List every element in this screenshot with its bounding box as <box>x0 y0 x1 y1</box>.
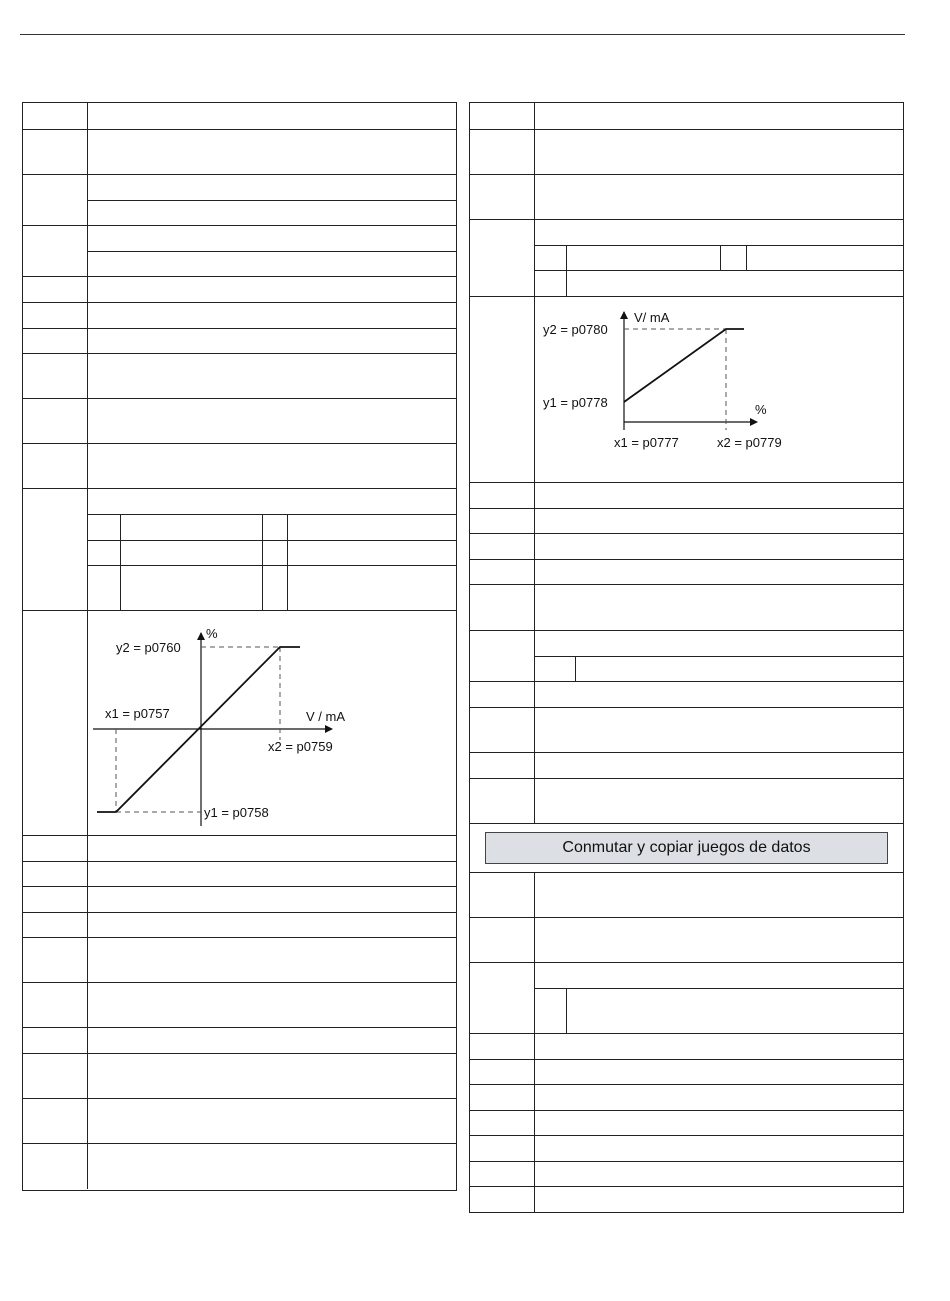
row-value <box>535 1085 903 1110</box>
table-row <box>23 1099 456 1144</box>
row-key <box>23 1028 88 1053</box>
row-value <box>535 534 903 559</box>
row-key <box>23 1054 88 1098</box>
x1-label: x1 = p0777 <box>614 435 679 450</box>
row-value <box>535 1111 903 1135</box>
sub-row <box>535 963 903 989</box>
row-value <box>535 560 903 584</box>
row-key <box>23 887 88 912</box>
row-value <box>535 175 903 219</box>
section-banner-row <box>470 824 903 873</box>
sub-cell <box>535 246 567 270</box>
y2-label: y2 = p0760 <box>116 640 181 655</box>
row-key <box>470 1060 535 1084</box>
sub-row <box>88 201 456 226</box>
row-value <box>535 1162 903 1186</box>
row-key <box>23 1099 88 1143</box>
sub-cell <box>567 246 721 270</box>
table-row <box>470 873 903 918</box>
x2-label: x2 = p0759 <box>268 739 333 754</box>
row-value <box>535 753 903 778</box>
x2-label: x2 = p0779 <box>717 435 782 450</box>
sub-cell <box>535 989 567 1034</box>
row-key <box>470 534 535 559</box>
table-row <box>470 1136 903 1162</box>
row-value <box>535 779 903 823</box>
table-row <box>23 913 456 938</box>
row-value <box>88 1028 456 1053</box>
table-row <box>23 226 456 277</box>
row-value <box>535 631 903 681</box>
row-key <box>23 444 88 488</box>
header-rule <box>20 34 905 35</box>
row-value <box>535 708 903 752</box>
table-row <box>23 303 456 329</box>
sub-row <box>535 246 903 271</box>
table-row <box>470 963 903 1034</box>
sub-row <box>535 989 903 1034</box>
table-row <box>23 983 456 1028</box>
row-key <box>470 509 535 533</box>
row-key <box>23 130 88 174</box>
row-key <box>23 938 88 982</box>
row-value <box>535 873 903 917</box>
row-key <box>23 611 88 835</box>
table-row <box>23 611 456 836</box>
y1-label: y1 = p0778 <box>543 395 608 410</box>
sub-cell <box>535 271 567 297</box>
row-value <box>88 303 456 328</box>
input-scaling-graph <box>88 611 457 836</box>
row-key <box>23 399 88 443</box>
sub-row <box>535 220 903 246</box>
row-value <box>88 444 456 488</box>
row-key <box>470 753 535 778</box>
row-key <box>23 103 88 129</box>
row-key <box>23 354 88 398</box>
table-row <box>23 1028 456 1054</box>
row-key <box>470 1136 535 1161</box>
table-row <box>470 585 903 631</box>
table-row <box>23 1144 456 1189</box>
row-value <box>535 483 903 508</box>
row-key <box>470 918 535 962</box>
row-value <box>535 130 903 174</box>
row-key <box>470 1187 535 1213</box>
sub-cell <box>121 566 263 611</box>
table-row <box>470 1187 903 1213</box>
row-value <box>88 1054 456 1098</box>
row-value <box>88 862 456 886</box>
row-value <box>88 1099 456 1143</box>
row-key <box>470 779 535 823</box>
row-value <box>535 585 903 630</box>
table-row <box>23 103 456 130</box>
row-value <box>88 938 456 982</box>
x1-label: x1 = p0757 <box>105 706 170 721</box>
table-row <box>23 329 456 354</box>
y2-label: y2 = p0780 <box>543 322 608 337</box>
table-row <box>470 534 903 560</box>
table-row <box>470 175 903 220</box>
table-row <box>470 220 903 297</box>
table-row <box>470 631 903 682</box>
table-row <box>23 938 456 983</box>
row-key <box>470 175 535 219</box>
row-key <box>470 1034 535 1059</box>
sub-cell <box>263 566 288 611</box>
row-key <box>23 303 88 328</box>
sub-row <box>88 226 456 252</box>
table-row <box>470 1060 903 1085</box>
row-key <box>470 220 535 296</box>
row-value <box>88 226 456 276</box>
row-key <box>470 483 535 508</box>
row-value <box>88 913 456 937</box>
table-row <box>23 887 456 913</box>
table-row <box>23 354 456 399</box>
table-row <box>470 918 903 963</box>
sub-row <box>88 541 456 566</box>
table-row <box>23 130 456 175</box>
row-key <box>470 873 535 917</box>
sub-row <box>88 515 456 541</box>
sub-row <box>88 175 456 201</box>
sub-row <box>88 566 456 611</box>
output-scaling-graph <box>535 297 904 483</box>
sub-cell <box>88 566 121 611</box>
sub-cell <box>721 246 747 270</box>
x-axis-label: V / mA <box>306 709 346 724</box>
sub-cell <box>121 541 263 565</box>
row-value <box>88 887 456 912</box>
row-value <box>88 103 456 129</box>
sub-row <box>88 252 456 277</box>
row-key <box>470 560 535 584</box>
row-key <box>470 631 535 681</box>
table-row <box>470 708 903 753</box>
table-row <box>23 1054 456 1099</box>
table-row <box>23 489 456 611</box>
row-value <box>535 509 903 533</box>
row-key <box>23 1144 88 1189</box>
row-key <box>23 226 88 276</box>
table-row <box>23 836 456 862</box>
y1-label: y1 = p0758 <box>204 805 269 820</box>
row-key <box>23 983 88 1027</box>
section-banner: Conmutar y copiar juegos de datos <box>485 832 888 864</box>
sub-row <box>535 271 903 297</box>
right-parameter-table <box>469 102 904 1213</box>
table-row <box>470 103 903 130</box>
sub-cell <box>88 515 121 540</box>
row-value <box>88 175 456 225</box>
sub-row <box>88 489 456 515</box>
table-row <box>470 1034 903 1060</box>
y-axis-label: V/ mA <box>634 310 670 325</box>
row-value <box>88 836 456 861</box>
sub-row <box>535 631 903 657</box>
row-value <box>535 1187 903 1213</box>
row-key <box>23 175 88 225</box>
y-axis-label: % <box>206 626 218 641</box>
table-row <box>470 1111 903 1136</box>
row-value <box>535 103 903 129</box>
row-key <box>470 1162 535 1186</box>
row-key <box>23 329 88 353</box>
row-value <box>535 682 903 707</box>
row-value <box>88 489 456 610</box>
row-key <box>23 913 88 937</box>
sub-row <box>535 657 903 682</box>
row-key <box>470 708 535 752</box>
sub-cell <box>121 515 263 540</box>
sub-cell <box>263 541 288 565</box>
row-value <box>535 297 903 482</box>
row-value <box>535 220 903 296</box>
table-row <box>23 175 456 226</box>
row-value <box>88 399 456 443</box>
row-key <box>470 585 535 630</box>
row-value <box>535 1034 903 1059</box>
row-value <box>88 611 456 835</box>
row-value <box>88 329 456 353</box>
table-row <box>23 277 456 303</box>
row-value <box>535 963 903 1033</box>
row-key <box>470 1085 535 1110</box>
table-row <box>470 130 903 175</box>
row-value <box>535 1136 903 1161</box>
row-key <box>23 836 88 861</box>
table-row <box>470 483 903 509</box>
table-row <box>23 862 456 887</box>
table-row <box>23 444 456 489</box>
row-key <box>470 130 535 174</box>
row-key <box>470 963 535 1033</box>
row-value <box>88 130 456 174</box>
row-key <box>470 103 535 129</box>
sub-cell <box>263 515 288 540</box>
table-row <box>470 297 903 483</box>
row-value <box>535 918 903 962</box>
row-key <box>23 277 88 302</box>
table-row <box>470 1085 903 1111</box>
row-key <box>470 297 535 482</box>
row-key <box>470 1111 535 1135</box>
table-row <box>470 1162 903 1187</box>
row-key <box>23 489 88 610</box>
row-value <box>88 983 456 1027</box>
left-parameter-table <box>22 102 457 1191</box>
row-key <box>470 682 535 707</box>
row-value <box>88 1144 456 1189</box>
row-value <box>88 277 456 302</box>
table-row <box>470 779 903 824</box>
table-row <box>470 560 903 585</box>
table-row <box>23 399 456 444</box>
row-value <box>535 1060 903 1084</box>
x-axis-label: % <box>755 402 767 417</box>
row-key <box>23 862 88 886</box>
table-row <box>470 682 903 708</box>
sub-cell <box>88 541 121 565</box>
table-row <box>470 753 903 779</box>
row-value <box>88 354 456 398</box>
sub-cell <box>535 657 576 682</box>
table-row <box>470 509 903 534</box>
